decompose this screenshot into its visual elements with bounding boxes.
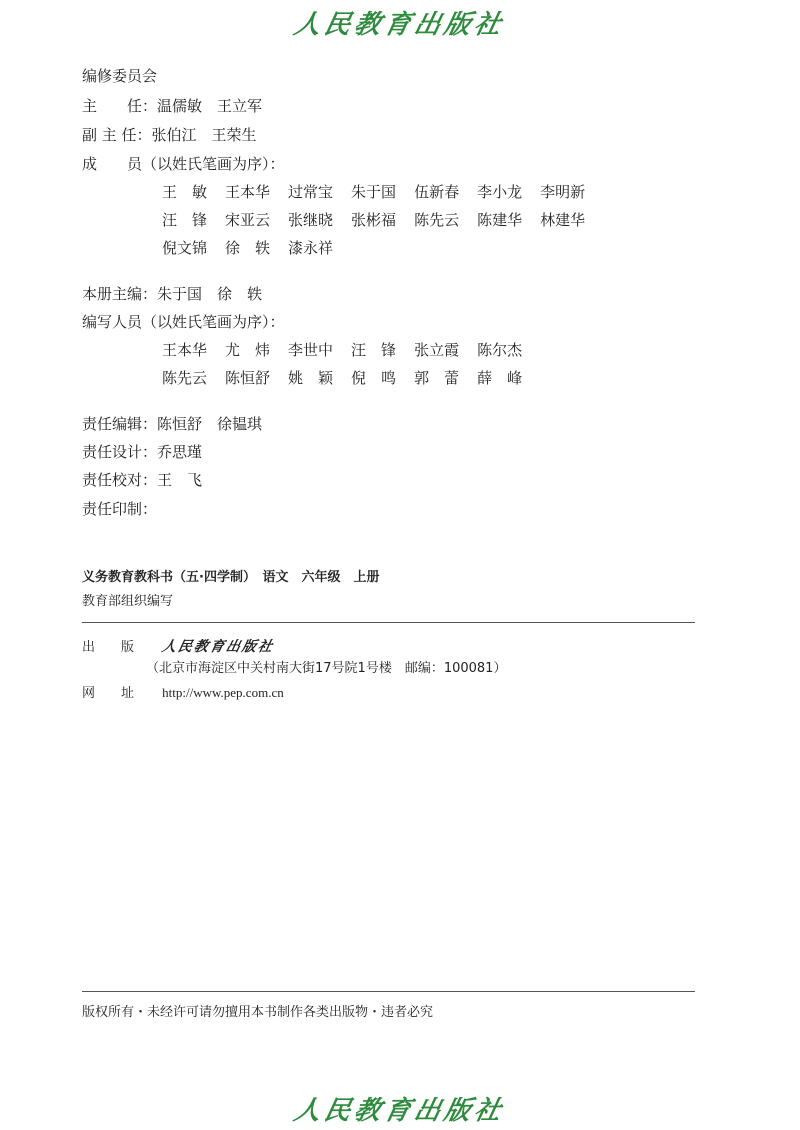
member-name: 李小龙: [477, 183, 523, 201]
writer-name: 郭 蕾: [414, 369, 460, 387]
members-row-1: [162, 182, 603, 202]
resp-print-label: 责任印制：: [82, 500, 158, 518]
writer-name: 张立霞: [414, 341, 460, 359]
book-title: 义务教育教科书（五·四学制） 语文 六年级 上册: [82, 570, 380, 585]
member-name: 过常宝: [288, 183, 334, 201]
member-name: 陈建华: [477, 211, 523, 229]
member-name: 陈先云: [414, 211, 460, 229]
chief-editor-names: 朱于国 徐 轶: [157, 285, 263, 303]
divider-top: [82, 622, 695, 623]
compiled-by: 教育部组织编写: [82, 594, 174, 609]
resp-editor-label: 责任编辑：: [82, 415, 158, 433]
writer-name: 王本华: [162, 341, 208, 359]
member-name: 张继晓: [288, 211, 334, 229]
publisher-address: （北京市海淀区中关村南大街17号院1号楼 邮编：100081）: [146, 661, 507, 676]
member-name: 汪 锋: [162, 211, 208, 229]
director-row: [82, 96, 262, 116]
member-name: 王 敏: [162, 183, 208, 201]
writer-name: 汪 锋: [351, 341, 397, 359]
website-link[interactable]: http://www.pep.com.cn: [162, 685, 284, 700]
member-name: 倪文锦: [162, 239, 208, 257]
resp-proof-names: 王 飞: [157, 471, 203, 489]
resp-editor-names: 陈恒舒 徐韫琪: [157, 415, 263, 433]
copyright-notice: 版权所有・未经许可请勿擅用本书制作各类出版物・违者必究: [82, 1005, 434, 1020]
deputy-names: 张伯江 王荣生: [151, 126, 257, 144]
resp-proof-row: [82, 470, 202, 490]
member-name: 徐 轶: [225, 239, 271, 257]
member-name: 漆永祥: [288, 239, 334, 257]
members-row-3: [162, 238, 351, 258]
member-name: 林建华: [540, 211, 586, 229]
deputy-row: [82, 125, 257, 145]
writer-name: 陈先云: [162, 369, 208, 387]
writer-name: 倪 鸣: [351, 369, 397, 387]
writer-name: 姚 颖: [288, 369, 334, 387]
members-label: 成 员（以姓氏笔画为序）：: [82, 155, 285, 173]
writers-row-1: [162, 340, 540, 360]
publisher-label: 出 版: [82, 640, 135, 655]
publisher-row: [82, 637, 274, 658]
committee-heading: 编修委员会: [82, 67, 158, 85]
writers-label: 编写人员（以姓氏笔画为序）：: [82, 313, 285, 331]
resp-design-names: 乔思瑾: [157, 443, 203, 461]
writer-name: 陈恒舒: [225, 369, 271, 387]
publisher-logo-bottom: 人民教育出版社: [291, 1096, 508, 1126]
resp-design-row: [82, 442, 202, 462]
member-name: 张彬福: [351, 211, 397, 229]
website-label: 网 址: [82, 686, 135, 701]
member-name: 朱于国: [351, 183, 397, 201]
writer-name: 陈尔杰: [477, 341, 523, 359]
chief-editor-label: 本册主编：: [82, 285, 158, 303]
resp-proof-label: 责任校对：: [82, 471, 158, 489]
writers-row-2: [162, 368, 540, 388]
member-name: 宋亚云: [225, 211, 271, 229]
members-row-2: [162, 210, 603, 230]
writer-name: 薛 峰: [477, 369, 523, 387]
divider-bottom: [82, 991, 695, 992]
deputy-label: 副 主 任：: [82, 126, 152, 144]
director-names: 温儒敏 王立军: [157, 97, 263, 115]
chief-editor-row: [82, 284, 262, 304]
member-name: 伍新春: [414, 183, 460, 201]
resp-editor-row: [82, 414, 262, 434]
publisher-logo-inline: 人民教育出版社: [160, 639, 276, 655]
writer-name: 李世中: [288, 341, 334, 359]
publisher-logo-top: 人民教育出版社: [291, 10, 508, 40]
resp-design-label: 责任设计：: [82, 443, 158, 461]
member-name: 李明新: [540, 183, 586, 201]
website-row: [82, 683, 284, 704]
writer-name: 尤 炜: [225, 341, 271, 359]
member-name: 王本华: [225, 183, 271, 201]
director-label: 主 任：: [82, 97, 158, 115]
